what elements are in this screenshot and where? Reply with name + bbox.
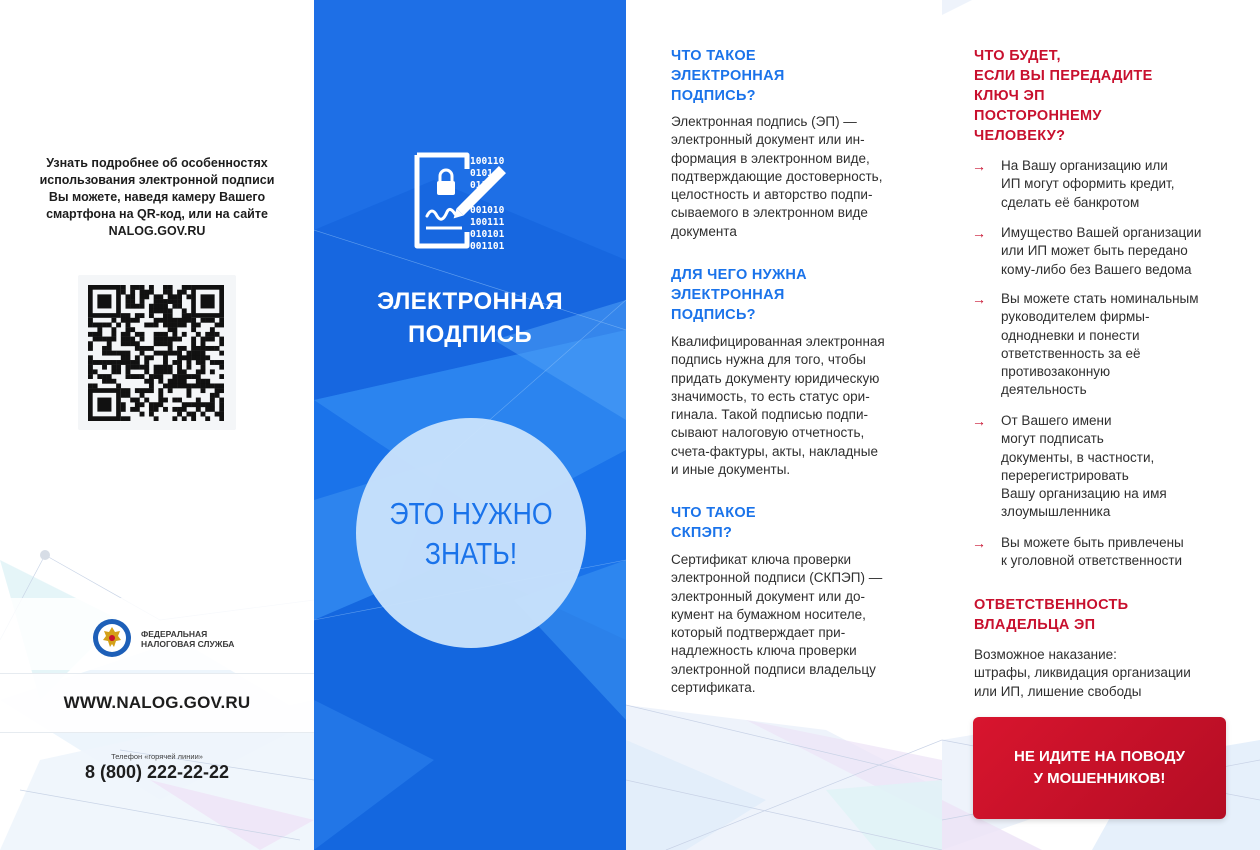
text-line: Имущество Вашей организации <box>1001 225 1202 240</box>
text-line: формация в электронном виде, <box>671 150 870 166</box>
hotline-label: Телефон «горячей линии» <box>111 752 203 761</box>
intro-site: NALOG.GOV.RU <box>108 224 206 238</box>
text-line: На Вашу организацию или <box>1001 158 1168 173</box>
binary-line: 010101 <box>470 229 505 240</box>
text-line: сертификата. <box>671 680 756 696</box>
text-line: гинала. Такой подписью подпи- <box>671 407 868 423</box>
section-heading <box>671 265 931 325</box>
fns-name <box>141 629 251 649</box>
text-line: значимость, то есть статус ори- <box>671 388 870 404</box>
risk-item <box>972 224 1242 279</box>
text-line: к уголовной ответственности <box>1001 553 1183 569</box>
text-line: сываемого в электронном виде <box>671 205 868 221</box>
text-line: подтверждающие достоверность, <box>671 168 883 184</box>
text-line: Квалифицированная электронная <box>671 334 885 349</box>
heading-line: ЧТО БУДЕТ, <box>974 48 1061 64</box>
text-line: документа <box>671 223 737 239</box>
qr-code[interactable] <box>78 275 236 430</box>
text-line: сделать её банкротом <box>1001 194 1140 210</box>
cover-title <box>314 285 626 351</box>
arrow-right-icon: → <box>972 291 986 307</box>
text-line: кумент на бумажном носителе, <box>671 606 866 622</box>
text-line: и иные документы. <box>671 462 791 478</box>
fns-emblem-icon <box>92 618 132 658</box>
heading-line: ПОДПИСЬ? <box>671 307 756 323</box>
text-line: штрафы, ликвидация организации <box>974 665 1191 681</box>
heading-line: ЧТО ТАКОЕ <box>671 505 756 521</box>
binary-line: 001010 <box>470 205 505 216</box>
hotline-number[interactable]: 8 (800) 222-22-22 <box>84 762 230 782</box>
circle-caption-line: ЭТО НУЖНО <box>389 496 553 531</box>
text-line: документы, в частности, <box>1001 449 1155 465</box>
text-line: Вы можете стать номинальным <box>1001 291 1199 306</box>
risk-text <box>1001 290 1242 400</box>
arrow-right-icon: → <box>972 158 986 174</box>
text-line: электронный документ или ин- <box>671 132 865 148</box>
heading-line: ПОДПИСЬ? <box>671 88 756 104</box>
cover-title-line: ЭЛЕКТРОННАЯ <box>377 288 563 315</box>
section-heading <box>671 503 931 543</box>
heading-line: СКПЭП? <box>671 525 733 541</box>
heading-line: ОТВЕТСТВЕННОСТЬ <box>974 597 1129 613</box>
text-line: противозаконную <box>1001 364 1111 380</box>
warning-panel <box>942 0 1260 850</box>
text-line: счета-фактуры, акты, накладные <box>671 443 878 459</box>
risk-text <box>1001 534 1242 571</box>
section-heading <box>671 46 931 106</box>
heading-line: ЕСЛИ ВЫ ПЕРЕДАДИТЕ <box>974 68 1153 84</box>
heading-line: ЧЕЛОВЕКУ? <box>974 128 1066 144</box>
cover-title-line: ПОДПИСЬ <box>408 321 532 348</box>
banner-line: НЕ ИДИТЕ НА ПОВОДУ <box>1014 748 1185 765</box>
risk-item <box>972 534 1242 571</box>
arrow-right-icon: → <box>972 535 986 551</box>
text-line: однодневки и понести <box>1001 327 1140 343</box>
fns-name-line: НАЛОГОВАЯ СЛУЖБА <box>141 639 235 649</box>
binary-line: 0101 <box>470 168 493 179</box>
section-text <box>671 333 926 479</box>
binary-line: 001101 <box>470 241 505 252</box>
qr-code-icon <box>88 285 224 421</box>
text-line: Сертификат ключа проверки <box>671 552 852 567</box>
text-line: подпись нужна для того, чтобы <box>671 352 866 368</box>
intro-line: использования электронной подписи <box>39 173 275 187</box>
heading-line: КЛЮЧ ЭП <box>974 88 1045 104</box>
warning-heading <box>974 46 1244 146</box>
intro-text <box>20 155 294 240</box>
text-line: Вы можете быть привлечены <box>1001 535 1184 550</box>
text-line: Вашу организацию на имя <box>1001 486 1167 502</box>
banner-line: У МОШЕННИКОВ! <box>1033 770 1166 787</box>
text-line: ответственность за её <box>1001 345 1141 361</box>
intro-line: Узнать подробнее об особенностях <box>46 156 268 170</box>
back-panel <box>0 0 314 850</box>
intro-line: смартфона на QR-код, или на сайте <box>46 207 268 221</box>
text-line: придать документу юридическую <box>671 370 880 386</box>
text-line: Электронная подпись (ЭП) — <box>671 114 857 129</box>
risk-item <box>972 412 1242 522</box>
risk-text <box>1001 412 1242 522</box>
arrow-right-icon: → <box>972 225 986 241</box>
binary-line: 100111 <box>470 217 505 228</box>
punishment-text <box>974 646 1244 701</box>
heading-line: ВЛАДЕЛЬЦА ЭП <box>974 617 1096 633</box>
heading-line: ПОСТОРОННЕМУ <box>974 108 1102 124</box>
heading-line: ЭЛЕКТРОННАЯ <box>671 68 785 84</box>
text-line: перерегистрировать <box>1001 467 1129 483</box>
text-line: целостность и авторство подпи- <box>671 187 873 203</box>
text-line: ИП могут оформить кредит, <box>1001 176 1175 192</box>
risk-text <box>1001 157 1242 212</box>
risk-item <box>972 290 1242 400</box>
binary-line: 0110 <box>470 180 493 191</box>
arrow-right-icon: → <box>972 413 986 429</box>
heading-line: ЧТО ТАКОЕ <box>671 48 756 64</box>
text-line: электронной подписи (СКПЭП) — <box>671 570 883 586</box>
section-text <box>671 113 926 241</box>
text-line: или ИП может быть передано <box>1001 243 1188 259</box>
text-line: Возможное наказание: <box>974 647 1117 662</box>
website-link[interactable]: WWW.NALOG.GOV.RU <box>63 693 251 712</box>
text-line: От Вашего имени <box>1001 413 1112 428</box>
text-line: электронный документ или до- <box>671 588 865 604</box>
responsibility-heading <box>974 595 1244 635</box>
heading-line: ДЛЯ ЧЕГО НУЖНА <box>671 267 807 283</box>
risk-item <box>972 157 1242 212</box>
signed-document-icon <box>414 152 529 252</box>
text-line: могут подписать <box>1001 431 1104 447</box>
fraud-warning-banner <box>973 717 1226 819</box>
text-line: надлежность ключа проверки <box>671 643 857 659</box>
binary-line: 100110 <box>470 156 505 167</box>
text-line: электронной подписи владельцу <box>671 661 876 677</box>
section-text <box>671 551 926 697</box>
text-line: или ИП, лишение свободы <box>974 683 1142 699</box>
heading-line: ЭЛЕКТРОННАЯ <box>671 287 785 303</box>
intro-line: Вы можете, наведя камеру Вашего <box>48 190 266 204</box>
text-line: злоумышленника <box>1001 504 1111 520</box>
fns-name-line: ФЕДЕРАЛЬНАЯ <box>141 629 208 639</box>
text-line: деятельность <box>1001 382 1087 398</box>
risk-text <box>1001 224 1242 279</box>
cover-panel <box>314 0 626 850</box>
circle-caption-line: ЗНАТЬ! <box>424 536 518 571</box>
text-line: который подтверждает при- <box>671 625 846 641</box>
text-line: кому-либо без Вашего ведома <box>1001 261 1192 277</box>
circle-caption <box>372 494 570 574</box>
text-line: руководителем фирмы- <box>1001 309 1150 325</box>
text-line: сывают налоговую отчетность, <box>671 425 865 441</box>
info-panel <box>626 0 942 850</box>
